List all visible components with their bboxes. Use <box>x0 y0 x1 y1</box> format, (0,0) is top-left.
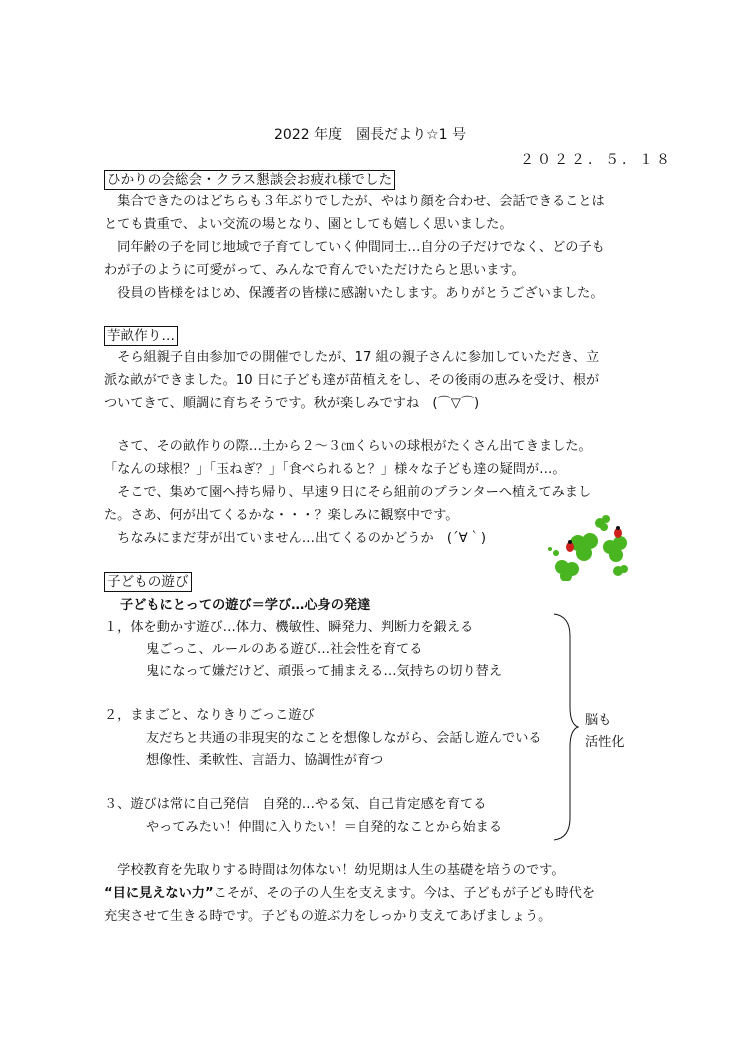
section2-line: さて、その畝作りの際…土から２～３㎝くらいの球根がたくさん出てきました。 <box>104 439 592 454</box>
section1-line: 同年齢の子を同じ地域で子育てしていく仲間同士…自分の子だけでなく、どの子も <box>104 240 605 255</box>
section3-subheading: 子どもにとっての遊び＝学び…心身の発達 <box>120 598 371 613</box>
section2-line: ちなみにまだ芽が出ていません…出てくるのかどうか (´∀｀) <box>104 531 486 546</box>
section2-line: 「なんの球根？」「玉ねぎ？」「食べられると？」様々な子ども達の疑問が…。 <box>104 462 566 477</box>
brace-label: 脳も <box>585 713 612 728</box>
closing-line <box>104 884 595 904</box>
closing-line: 学校教育を先取りする時間は勿体ない！幼児期は人生の基礎を培うのです。 <box>104 863 565 878</box>
play-item-detail: 鬼になって嫌だけど、頑張って捕まえる…気持ちの切り替え <box>146 664 503 679</box>
page-title: 2022 年度 園長だより☆1 号 <box>274 127 466 143</box>
play-item-detail: やってみたい！仲間に入りたい！＝自発的なことから始まる <box>146 820 503 835</box>
section2-line: そら組親子自由参加での開催でしたが、17 組の親子さんに参加していただき、立 <box>104 350 600 365</box>
issue-date: ２０２２．５．１８ <box>520 152 673 168</box>
section2-line: 派な畝ができました。10 日に子ども達が苗植えをし、その後雨の恵みを受け、根が <box>104 373 600 388</box>
play-item: ２，ままごと、なりきりごっこ遊び <box>104 708 315 723</box>
section1-line: 集合できたのはどちらも３年ぶりでしたが、やはり顔を合わせ、会話できることは <box>104 194 605 209</box>
section1-line: とても貴重で、よい交流の場となり、園としても嬉しく思いました。 <box>104 217 513 232</box>
closing-line-rest: こそが、その子の人生を支えます。今は、子どもが子ども時代を <box>213 886 596 901</box>
play-item-detail: 想像性、柔軟性、言語力、協調性が育つ <box>146 753 384 768</box>
closing-line: 充実させて生きる時です。子どもの遊ぶ力をしっかり支えてあげましょう。 <box>104 909 552 924</box>
section-heading-meeting: ひかりの会総会・クラス懇談会お疲れ様でした <box>104 170 395 190</box>
section2-line: ついてきて、順調に育ちそうです。秋が楽しみですね (⌒▽⌒) <box>104 396 480 411</box>
clover-ladybug-icon <box>548 513 628 581</box>
section2-line: た。さあ、何が出てくるかな・・・？楽しみに観察中です。 <box>104 508 459 523</box>
play-item: １，体を動かす遊び…体力、機敏性、瞬発力、判断力を鍛える <box>104 620 474 635</box>
section-heading-play: 子どもの遊び <box>104 572 192 592</box>
section1-line: 役員の皆様をはじめ、保護者の皆様に感謝いたします。ありがとうございました。 <box>104 286 604 301</box>
section1-line: わが子のように可愛がって、みんなで育んでいただけたらと思います。 <box>104 263 525 278</box>
closing-emphasis: “目に見えない力” <box>104 886 214 901</box>
brace-label: 活性化 <box>585 735 625 750</box>
play-item: ３、遊びは常に自己発信 自発的…やる気、自己肯定感を育てる <box>104 797 487 812</box>
section2-line: そこで、集めて園へ持ち帰り、早速９日にそら組前のプランターへ植えてみまし <box>104 485 592 500</box>
curly-brace <box>548 612 582 842</box>
play-item-detail: 友だちと共通の非現実的なことを想像しながら、会話し遊んでいる <box>146 731 542 746</box>
play-item-detail: 鬼ごっこ、ルールのある遊び…社会性を育てる <box>146 642 423 657</box>
section-heading-ridge: 芋畝作り… <box>104 326 178 346</box>
